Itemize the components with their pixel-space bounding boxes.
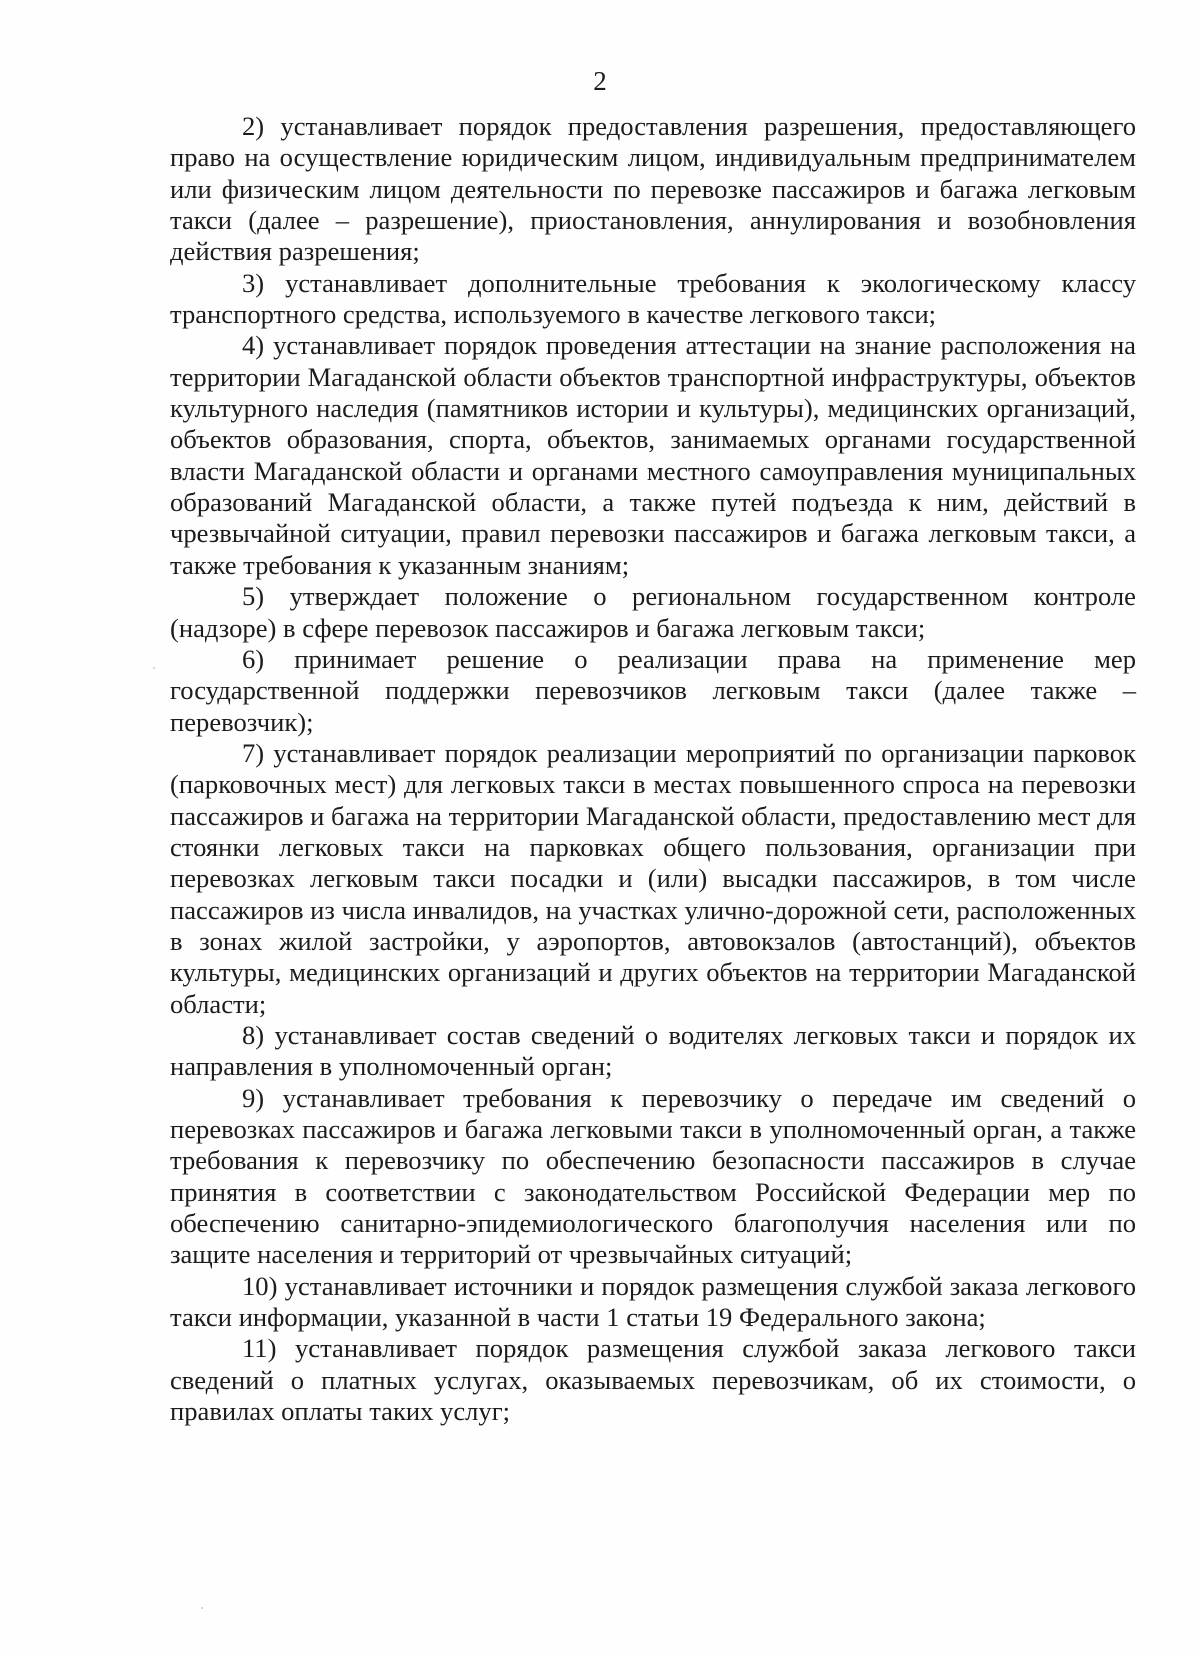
list-item: 6) принимает решение о реализации права на применение мер государственной поддержки перевозчиков легковым такси (далее также – перевозчик); [170,643,1136,737]
list-item: 11) устанавливает порядок размещения службой заказа легкового такси сведений о платных услугах, оказываемых перевозчикам, об их стоимости, о правилах оплаты таких услуг; [170,1333,1136,1427]
list-item: 3) устанавливает дополнительные требования к экологическому классу транспортного средства, используемого в качестве легкового такси; [170,267,1136,330]
scan-speck [201,1607,203,1609]
list-item: 7) устанавливает порядок реализации мероприятий по организации парковок (парковочных мест) для легковых такси в местах повышенного спроса на перевозки пассажиров и багажа на территории Магаданской области, предоставлению мест для стоянки легковых такси на парковках общего пользования, организации при перевозках легковым такси посадки и (или) высадки пассажиров, в том числе пассажиров из числа инвалидов, на участках улично-дорожной сети, расположенных в зонах жилой застройки, у аэропортов, автовокзалов (автостанций), объектов культуры, медицинских организаций и других объектов на территории Магаданской области; [170,737,1136,1019]
list-item: 4) устанавливает порядок проведения аттестации на знание расположения на территории Магаданской области объектов транспортной инфраструктуры, объектов культурного наследия (памятников истории и культуры), медицинских организаций, объектов образования, спорта, объектов, занимаемых органами государственной власти Магаданской области и органами местного самоуправления муниципальных образований Магаданской области, а также путей подъезда к ним, действий в чрезвычайной ситуации, правил перевозки пассажиров и багажа легковым такси, а также требования к указанным знаниям; [170,330,1136,580]
scan-speck [153,667,155,669]
list-item: 5) утверждает положение о региональном государственном контроле (надзоре) в сфере перевозок пассажиров и багажа легковым такси; [170,581,1136,643]
list-item: 2) устанавливает порядок предоставления разрешения, предоставляющего право на осуществление юридическим лицом, индивидуальным предпринимателем или физическим лицом деятельности по перевозке пассажиров и багажа легковым такси (далее – разрешение), приостановления, аннулирования и возобновления действия разрешения; [170,111,1136,267]
list-item: 10) устанавливает источники и порядок размещения службой заказа легкового такси информации, указанной в части 1 статьи 19 Федерального закона; [170,1270,1136,1333]
page-number: 2 [593,66,607,96]
document-body [170,111,1136,1427]
list-item: 9) устанавливает требования к перевозчику о передаче им сведений о перевозках пассажиров и багажа легковыми такси в уполномоченный орган, а также требования к перевозчику по обеспечению безопасности пассажиров в случае принятия в соответствии с законодательством Российской Федерации мер по обеспечению санитарно-эпидемиологического благополучия населения или по защите населения и территорий от чрезвычайных ситуаций; [170,1082,1136,1270]
list-item: 8) устанавливает состав сведений о водителях легковых такси и порядок их направления в уполномоченный орган; [170,1019,1136,1082]
